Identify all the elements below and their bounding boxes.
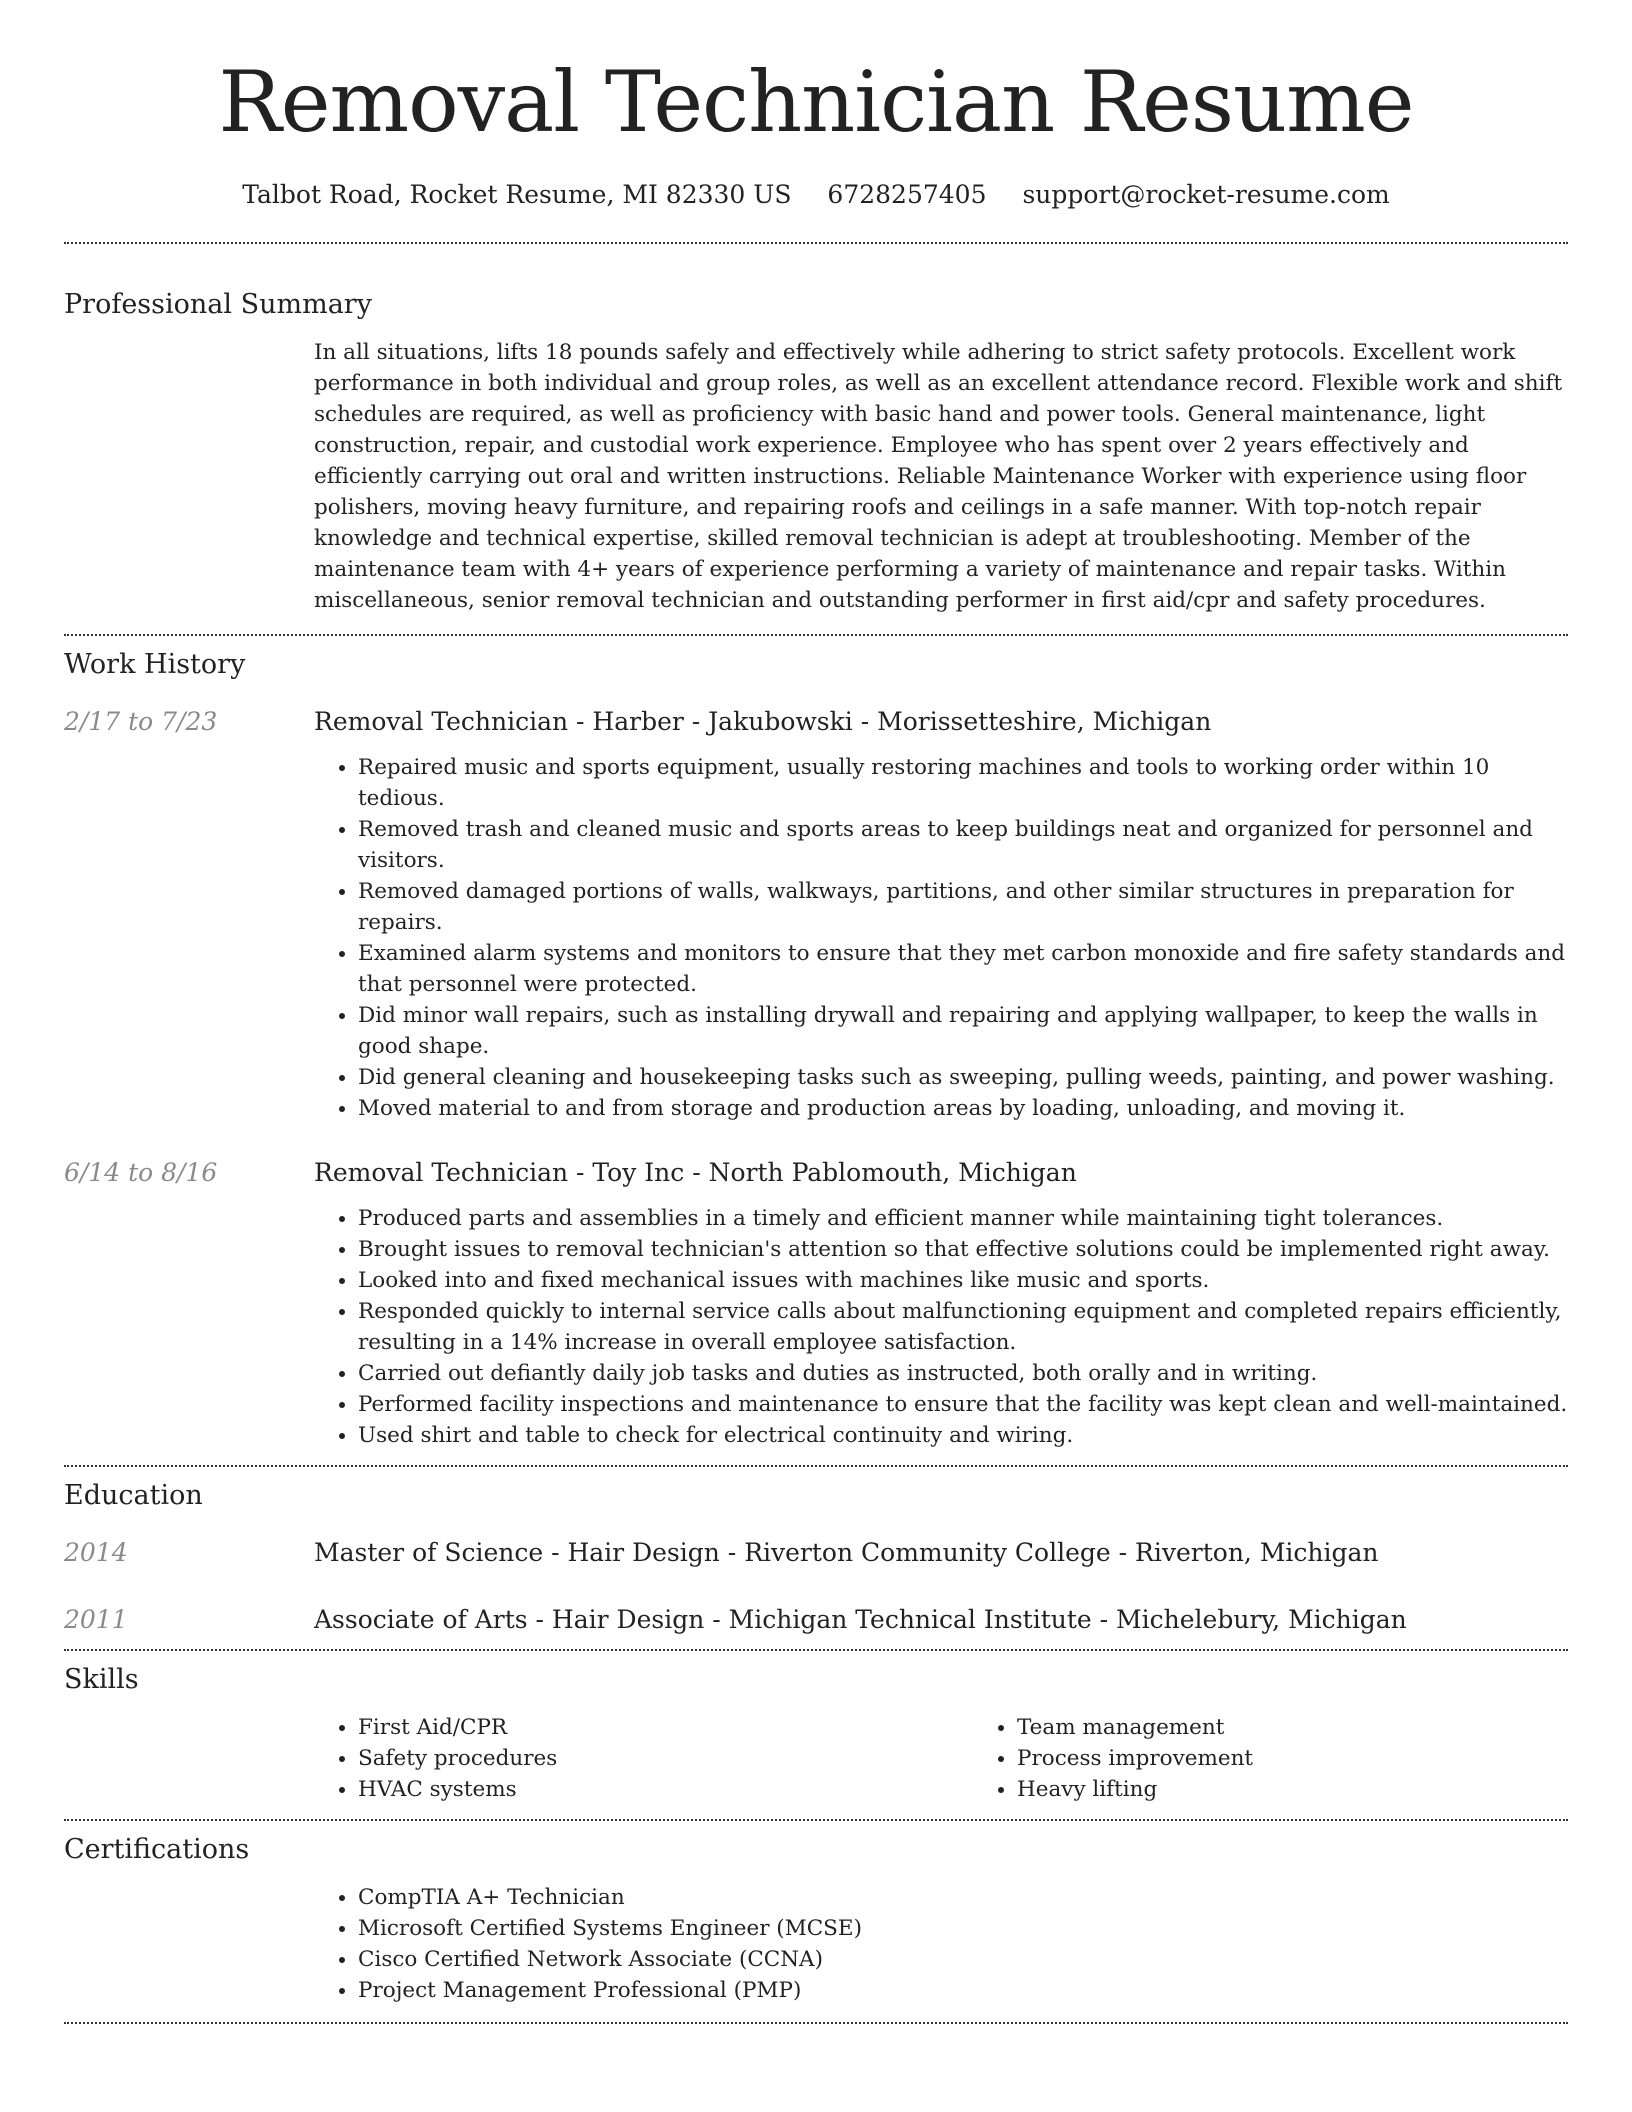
education-degree: Master of Science - Hair Design - Riverton Community College - Riverton, Michigan — [314, 1538, 1379, 1567]
work-history-section — [64, 636, 1568, 1451]
list-item: • Project Management Professional (PMP) — [358, 1975, 1568, 2006]
certifications-section — [64, 1821, 1568, 2006]
list-item: • Performed facility inspections and maintenance to ensure that the facility was kept clean and well-maintained. — [358, 1389, 1568, 1420]
job-title: Removal Technician - Toy Inc - North Pablomouth, Michigan — [314, 1158, 1077, 1187]
resume-title: Removal Technician Resume — [218, 53, 1414, 151]
phone: 6728257405 — [827, 180, 987, 209]
resume-page — [64, 0, 1568, 2024]
divider — [64, 2022, 1568, 2024]
job-title: Removal Technician - Harber - Jakubowski - Morissetteshire, Michigan — [314, 707, 1212, 736]
job-entry — [64, 1156, 1568, 1451]
summary-spacer — [64, 337, 314, 616]
education-year: 2014 — [64, 1538, 128, 1567]
list-item: • Produced parts and assemblies in a timely and efficient manner while maintaining tight tolerances. — [358, 1203, 1568, 1234]
skills-section — [64, 1651, 1568, 1805]
skills-list-left — [314, 1712, 973, 1805]
list-item: • Process improvement — [1017, 1743, 1632, 1774]
education-section — [64, 1467, 1568, 1637]
job-bullets — [314, 1203, 1568, 1451]
section-title-education: Education — [64, 1480, 203, 1511]
section-title-work: Work History — [64, 649, 246, 680]
list-item: • Used shirt and table to check for electrical continuity and wiring. — [358, 1420, 1568, 1451]
address: Talbot Road, Rocket Resume, MI 82330 US — [242, 180, 792, 209]
list-item: • CompTIA A+ Technician — [358, 1882, 1568, 1913]
education-entry — [64, 1536, 1568, 1570]
education-entry — [64, 1603, 1568, 1637]
summary-section — [64, 244, 1568, 616]
job-dates: 2/17 to 7/23 — [64, 707, 218, 736]
summary-content — [314, 337, 1568, 616]
email: support@rocket-resume.com — [1022, 180, 1390, 209]
list-item: • Heavy lifting — [1017, 1774, 1632, 1805]
list-item: • Microsoft Certified Systems Engineer (MCSE) — [358, 1913, 1568, 1944]
job-bullets — [314, 752, 1568, 1124]
job-dates: 6/14 to 8/16 — [64, 1158, 218, 1187]
skills-list-right — [973, 1712, 1632, 1805]
contact-line — [64, 178, 1568, 212]
list-item: • Examined alarm systems and monitors to ensure that they met carbon monoxide and fire safety standards and that personnel were protected. — [358, 938, 1568, 1000]
list-item: • Did general cleaning and housekeeping tasks such as sweeping, pulling weeds, painting, and power washing. — [358, 1062, 1568, 1093]
certifications-list — [314, 1882, 1568, 2006]
list-item: • Cisco Certified Network Associate (CCNA) — [358, 1944, 1568, 1975]
list-item: • Did minor wall repairs, such as installing drywall and repairing and applying wallpaper, to keep the walls in good shape. — [358, 1000, 1568, 1062]
skills-spacer — [64, 1712, 314, 1805]
list-item: • Removed trash and cleaned music and sports areas to keep buildings neat and organized for personnel and visitors. — [358, 814, 1568, 876]
list-item: • Moved material to and from storage and production areas by loading, unloading, and moving it. — [358, 1093, 1568, 1124]
section-title-certifications: Certifications — [64, 1834, 250, 1865]
skills-grid — [314, 1712, 1632, 1805]
list-item: • Removed damaged portions of walls, walkways, partitions, and other similar structures in preparation for repairs. — [358, 876, 1568, 938]
list-item: • Brought issues to removal technician's attention so that effective solutions could be implemented right away. — [358, 1234, 1568, 1265]
certifications-spacer — [64, 1882, 314, 2006]
list-item: • Team management — [1017, 1712, 1632, 1743]
list-item: • Repaired music and sports equipment, usually restoring machines and tools to working order within 10 tedious. — [358, 752, 1568, 814]
list-item: • Safety procedures — [358, 1743, 973, 1774]
resume-header — [64, 0, 1568, 212]
list-item: • Carried out defiantly daily job tasks and duties as instructed, both orally and in writing. — [358, 1358, 1568, 1389]
summary-text: In all situations, lifts 18 pounds safely and effectively while adhering to strict safety protocols. Excellent work performance in both individual and group roles, as well as an excellent attendance record. Flexible work and shift schedules are required, as well as proficiency with basic hand and power tools. General maintenance, light construction, repair, and custodial work experience. Employee who has spent over 2 years effectively and efficiently carrying out oral and written instructions. Reliable Maintenance Worker with experience using floor polishers, moving heavy furniture, and repairing roofs and ceilings in a safe manner. With top-notch repair knowledge and technical expertise, skilled removal technician is adept at troubleshooting. Member of the maintenance team with 4+ years of experience performing a variety of maintenance and repair tasks. Within miscellaneous, senior removal technician and outstanding performer in first aid/cpr and safety procedures. — [314, 340, 1563, 613]
section-title-skills: Skills — [64, 1664, 139, 1695]
education-year: 2011 — [64, 1605, 128, 1634]
list-item: • First Aid/CPR — [358, 1712, 973, 1743]
education-degree: Associate of Arts - Hair Design - Michigan Technical Institute - Michelebury, Michigan — [314, 1605, 1407, 1634]
list-item: • Looked into and fixed mechanical issues with machines like music and sports. — [358, 1265, 1568, 1296]
section-title-summary: Professional Summary — [64, 289, 372, 320]
job-entry — [64, 705, 1568, 1124]
list-item: • Responded quickly to internal service calls about malfunctioning equipment and completed repairs efficiently, resulting in a 14% increase in overall employee satisfaction. — [358, 1296, 1568, 1358]
list-item: • HVAC systems — [358, 1774, 973, 1805]
